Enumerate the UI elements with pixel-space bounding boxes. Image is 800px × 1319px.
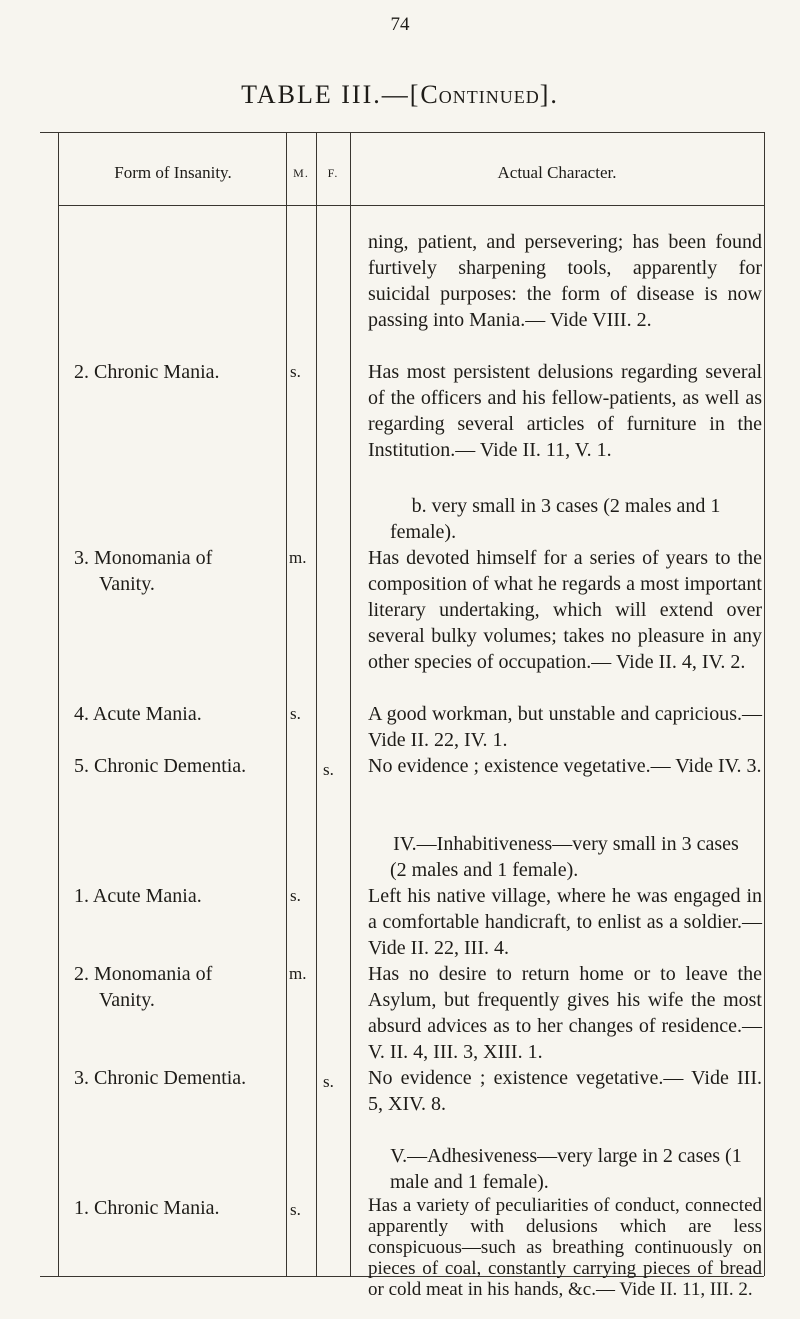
section-heading (390, 1143, 742, 1195)
character-text: Has a variety of peculiarities of conduct, connected apparently with delusions which are less conspicuous—such as breathing continuously on pieces of coal, constantly carrying pieces of bread or cold meat in his hands, &c.— Vide II. 11, III. 2. (368, 1195, 762, 1300)
form-line-1: 2. Monomania of (74, 963, 213, 985)
character-text: A good workman, but unstable and capricious.— Vide II. 22, IV. 1. (368, 703, 762, 751)
title-close: ]. (539, 80, 559, 109)
col-divider-1 (286, 132, 287, 1276)
form-of-insanity (74, 961, 212, 1013)
form-of-insanity: 4. Acute Mania. (74, 703, 202, 725)
header-form: Form of Insanity. (114, 163, 232, 182)
male-mark: m. (289, 548, 307, 567)
col-divider-2 (316, 132, 317, 1276)
header-f: F. (327, 166, 339, 180)
form-of-insanity (74, 545, 212, 597)
header-m: M. (293, 166, 309, 180)
table-row (368, 701, 762, 753)
male-mark: s. (290, 704, 301, 723)
table-row (368, 883, 762, 961)
character-text: Left his native village, where he was engaged in a comfortable handicraft, to enlist as a soldier.— Vide II. 22, III. 4. (368, 885, 762, 959)
form-of-insanity: 1. Acute Mania. (74, 885, 202, 907)
table-row (368, 1065, 762, 1117)
character-text: No evidence ; existence vegetative.— Vide IV. 3. (368, 755, 762, 777)
form-of-insanity: 1. Chronic Mania. (74, 1197, 220, 1219)
form-line-1: 3. Monomania of (74, 547, 213, 569)
section-heading-text: V.—Adhesiveness—very large in 2 cases (1 male and 1 female). (390, 1145, 742, 1193)
form-of-insanity: 5. Chronic Dementia. (74, 755, 247, 777)
character-text: ning, patient, and persevering; has been found furtively sharpening tools, apparently for suicidal purposes: the form of disease is now passing into Mania.— Vide VIII. 2. (368, 231, 762, 331)
male-mark: s. (290, 362, 301, 381)
title-continued: Continued (420, 80, 540, 109)
title-open: —[ (381, 80, 421, 109)
form-line-2: Vanity. (99, 989, 155, 1011)
character-text: Has most persistent delusions regarding several of the officers and his fellow-patients, as well as regarding several articles of furniture in the Institution.— Vide II. 11, V. 1. (368, 361, 762, 461)
table-row (368, 753, 762, 779)
form-line-2: Vanity. (99, 573, 155, 595)
form-of-insanity: 2. Chronic Mania. (74, 361, 220, 383)
male-mark: s. (290, 1200, 301, 1219)
left-border (58, 132, 59, 1276)
table-row (368, 1195, 762, 1300)
section-heading (390, 831, 742, 883)
title-main: TABLE III. (241, 80, 382, 109)
table-row (368, 229, 762, 333)
table-row (368, 545, 762, 675)
right-border (764, 132, 765, 1276)
header-bottom-rule (58, 205, 764, 206)
female-mark: s. (323, 760, 334, 779)
section-heading-text: b. very small in 3 cases (2 males and 1 female). (390, 495, 721, 543)
male-mark: m. (289, 964, 307, 983)
character-text: Has no desire to return home or to leave the Asylum, but frequently gives his wife the most absurd advices as to her changes of residence.— V. II. 4, III. 3, XIII. 1. (368, 963, 762, 1063)
character-text: Has devoted himself for a series of years to the composition of what he regards a most important literary undertaking, which will extend over several bulky volumes; takes no pleasure in any other species of occupation.— Vide II. 4, IV. 2. (368, 547, 762, 673)
table-title (0, 80, 800, 110)
character-text: No evidence ; existence vegetative.— Vide III. 5, XIV. 8. (368, 1067, 762, 1115)
col-divider-3 (350, 132, 351, 1276)
female-mark: s. (323, 1072, 334, 1091)
header-actual: Actual Character. (497, 163, 617, 182)
table-row (368, 961, 762, 1065)
section-heading (390, 493, 742, 545)
table-row (368, 359, 762, 463)
page-number: 74 (390, 14, 410, 35)
table-top-rule (40, 132, 764, 133)
male-mark: s. (290, 886, 301, 905)
section-heading-text: IV.—Inhabitiveness—very small in 3 cases (2 males and 1 female). (390, 833, 739, 881)
form-of-insanity: 3. Chronic Dementia. (74, 1067, 247, 1089)
